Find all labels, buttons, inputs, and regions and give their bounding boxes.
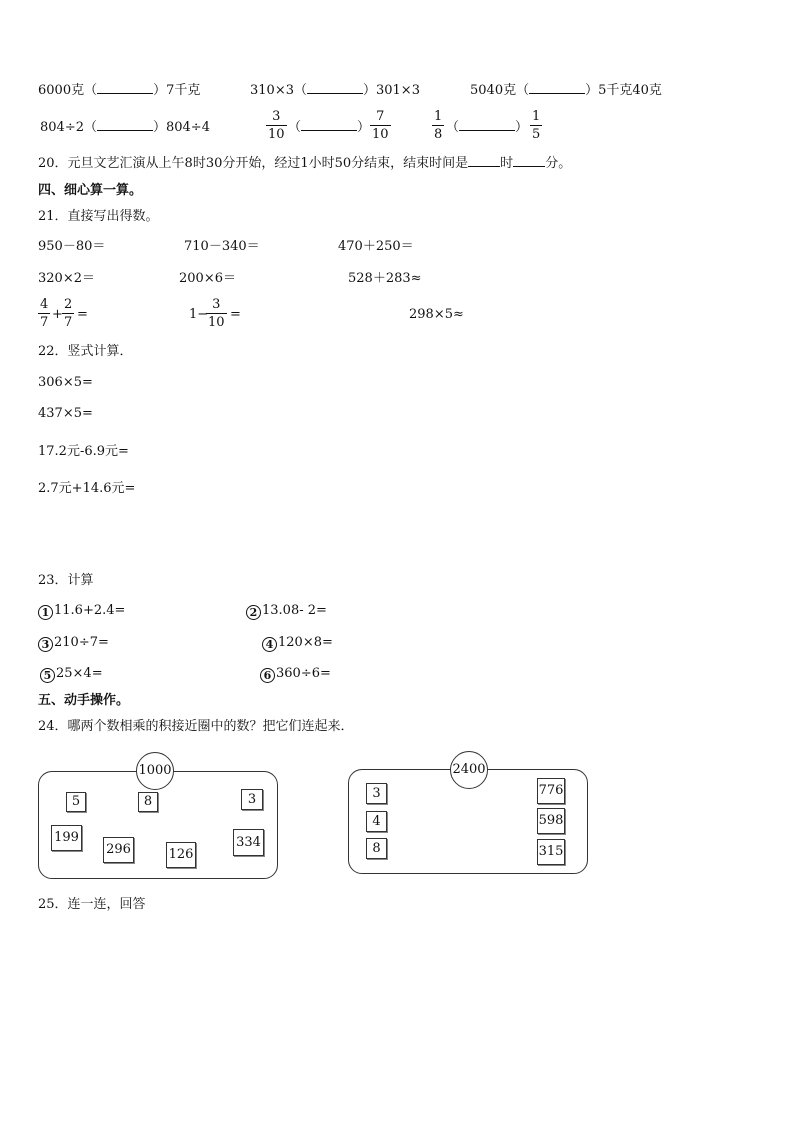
calc-item: 437×5= (38, 406, 93, 421)
compare-right: ）804÷4 (152, 120, 210, 135)
question-title: 22．竖式计算． (38, 344, 133, 359)
number-card[interactable]: 598 (537, 808, 565, 834)
compare-left: 5040克（ (470, 83, 530, 98)
number-card[interactable]: 126 (166, 842, 196, 868)
number-card[interactable]: 4 (366, 811, 387, 832)
numerator: 1 (532, 109, 541, 124)
compare-right: ）7千克 (153, 83, 201, 98)
circled-number: 6 (260, 668, 275, 683)
compare-left: 310×3（ (250, 83, 307, 98)
question-title: 23．计算 (38, 573, 94, 588)
compare-item (38, 84, 200, 97)
number-card[interactable]: 776 (537, 778, 565, 804)
calc-text: 210÷7= (54, 635, 109, 650)
answer-blank[interactable] (529, 93, 585, 94)
denominator: 5 (532, 127, 541, 142)
compare-left: 804÷2（ (40, 120, 97, 135)
number-card[interactable]: 3 (241, 789, 263, 810)
calc-item: 298×5≈ (409, 307, 464, 322)
calc-item (38, 604, 125, 620)
answer-blank[interactable] (468, 166, 500, 167)
answer-blank[interactable] (301, 130, 357, 131)
calc-item: 528＋283≈ (348, 271, 422, 286)
equals-sign: = (230, 307, 241, 322)
numerator: 3 (212, 297, 221, 312)
operator: + (52, 307, 63, 322)
denominator: 10 (372, 127, 389, 142)
number-card[interactable]: 334 (233, 829, 264, 856)
calc-text: 13.08- 2= (262, 603, 327, 618)
calc-item: 17.2元-6.9元= (38, 444, 129, 459)
answer-blank[interactable] (513, 166, 545, 167)
compare-item (470, 84, 662, 97)
answer-blank[interactable] (97, 93, 153, 94)
denominator: 8 (434, 127, 443, 142)
numerator: 7 (376, 109, 385, 124)
number-card[interactable]: 199 (51, 825, 82, 851)
answer-blank[interactable] (307, 93, 363, 94)
numerator: 4 (40, 297, 49, 312)
fraction (370, 110, 391, 141)
denominator: 7 (40, 315, 49, 330)
fraction (266, 110, 287, 141)
circled-number: 4 (262, 637, 277, 652)
q20-text: 20．元旦文艺汇演从上午8时30分开始，经过1小时50分结束，结束时间是 (38, 156, 469, 171)
denominator: 7 (64, 315, 73, 330)
question-title: 25．连一连，回答 (38, 897, 146, 912)
denominator: 10 (268, 127, 285, 142)
compare-right: ）5千克40克 (585, 83, 662, 98)
circled-number: 2 (246, 605, 261, 620)
target-number-bubble: 2400 (450, 751, 488, 789)
number-card[interactable]: 3 (366, 783, 387, 804)
denominator: 10 (208, 315, 225, 330)
whole-part: 1− (189, 307, 209, 322)
paren-open: （ (446, 120, 460, 135)
answer-blank[interactable] (459, 130, 515, 131)
number-card[interactable]: 5 (66, 792, 86, 812)
question-20 (38, 157, 571, 170)
paren-close: ） (357, 120, 371, 135)
numerator: 2 (64, 297, 73, 312)
calc-item: 306×5= (38, 375, 93, 390)
question-title: 21．直接写出得数。 (38, 209, 159, 224)
compare-item (40, 121, 210, 134)
calc-text: 120×8= (278, 635, 333, 650)
calc-item (260, 667, 331, 683)
calc-item: 200×6＝ (179, 271, 236, 286)
calc-text: 11.6+2.4= (54, 603, 126, 618)
paren-open: （ (288, 120, 302, 135)
number-card[interactable]: 8 (138, 792, 158, 812)
section-heading: 五、动手操作。 (38, 693, 130, 708)
calc-item: 710－340＝ (184, 239, 260, 254)
calc-text: 360÷6= (276, 666, 331, 681)
compare-right: ）301×3 (362, 83, 420, 98)
fraction (38, 298, 50, 329)
calc-item: 950－80＝ (38, 239, 106, 254)
calc-item: 2.7元+14.6元= (38, 481, 136, 496)
calc-item: 320×2＝ (38, 271, 95, 286)
number-card[interactable]: 315 (537, 839, 565, 865)
fraction (530, 110, 542, 141)
number-card[interactable]: 8 (366, 838, 387, 859)
circled-number: 3 (38, 637, 53, 652)
numerator: 3 (272, 109, 281, 124)
q20-minute-label: 分。 (545, 156, 572, 171)
numerator: 1 (434, 109, 443, 124)
section-heading: 四、细心算一算。 (38, 183, 143, 198)
question-title: 24．哪两个数相乘的积接近圈中的数？把它们连起来． (38, 719, 354, 734)
target-number-bubble: 1000 (136, 752, 174, 790)
circled-number: 5 (40, 668, 55, 683)
paren-close: ） (515, 120, 529, 135)
q20-hour-label: 时 (500, 156, 514, 171)
calc-item (40, 667, 103, 683)
number-card[interactable]: 296 (103, 837, 134, 863)
fraction (206, 298, 227, 329)
calc-text: 25×4= (56, 666, 103, 681)
compare-left: 6000克（ (38, 83, 98, 98)
calc-item (38, 636, 109, 652)
fraction (432, 110, 444, 141)
answer-blank[interactable] (97, 130, 153, 131)
circled-number: 1 (38, 605, 53, 620)
compare-blank-group (288, 121, 370, 134)
compare-blank-group (446, 121, 528, 134)
fraction (62, 298, 74, 329)
compare-item (250, 84, 420, 97)
calc-item (262, 636, 333, 652)
equals-sign: = (77, 307, 88, 322)
calc-item (246, 604, 327, 620)
calc-item: 470＋250＝ (338, 239, 414, 254)
